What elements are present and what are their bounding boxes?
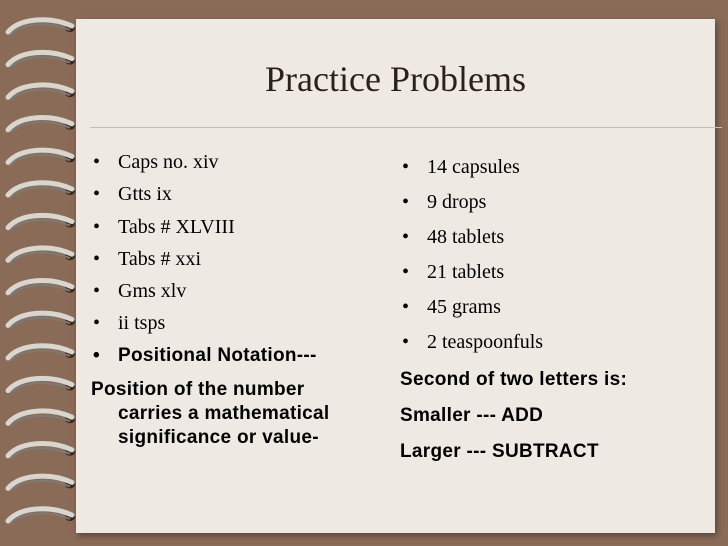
binding-ring <box>8 248 75 263</box>
list-item: • 45 grams <box>400 290 710 325</box>
rule-line: Second of two letters is: <box>400 369 628 390</box>
rule-line: Smaller --- ADD <box>400 405 544 426</box>
binding-ring <box>8 183 75 198</box>
left-column <box>91 146 391 450</box>
list-item: • Gtts ix <box>91 178 391 210</box>
binding-ring <box>8 20 75 35</box>
binding-ring <box>8 444 75 459</box>
binding-ring <box>8 281 75 296</box>
list-item: • 2 teaspoonfuls <box>400 325 710 360</box>
positional-notation-item: • Positional Notation--- <box>91 340 391 372</box>
positional-notation-definition <box>91 378 391 450</box>
binding-ring <box>8 118 75 133</box>
list-item: • 9 drops <box>400 185 710 220</box>
binding-ring <box>8 52 75 67</box>
binding-ring <box>8 85 75 100</box>
binding-ring <box>8 215 75 230</box>
binding-ring <box>8 313 75 328</box>
binding-ring <box>8 411 75 426</box>
binding-ring <box>8 346 75 361</box>
binding-ring <box>8 509 75 524</box>
list-item: • Tabs # XLVIII <box>91 211 391 243</box>
list-item: • Tabs # xxi <box>91 243 391 275</box>
list-item: • 14 capsules <box>400 150 710 185</box>
list-item: • 21 tablets <box>400 255 710 290</box>
definition-line: significance or value- <box>118 427 319 449</box>
binding-ring <box>8 476 75 491</box>
rule-line: Larger --- SUBTRACT <box>400 441 599 462</box>
binding-ring <box>8 150 75 165</box>
slide-title: Practice Problems <box>265 59 526 99</box>
title-divider <box>90 127 722 128</box>
list-item: • 48 tablets <box>400 220 710 255</box>
list-item: • Caps no. xiv <box>91 146 391 178</box>
right-bullet-list <box>400 150 710 360</box>
binding-ring <box>8 378 75 393</box>
list-item: • ii tsps <box>91 307 391 339</box>
definition-line: Position of the number <box>91 379 305 401</box>
definition-line: carries a mathematical <box>118 403 330 425</box>
left-bullet-list <box>91 146 391 372</box>
right-column <box>400 150 710 470</box>
list-item: • Gms xlv <box>91 275 391 307</box>
roman-rule-text <box>400 362 710 470</box>
